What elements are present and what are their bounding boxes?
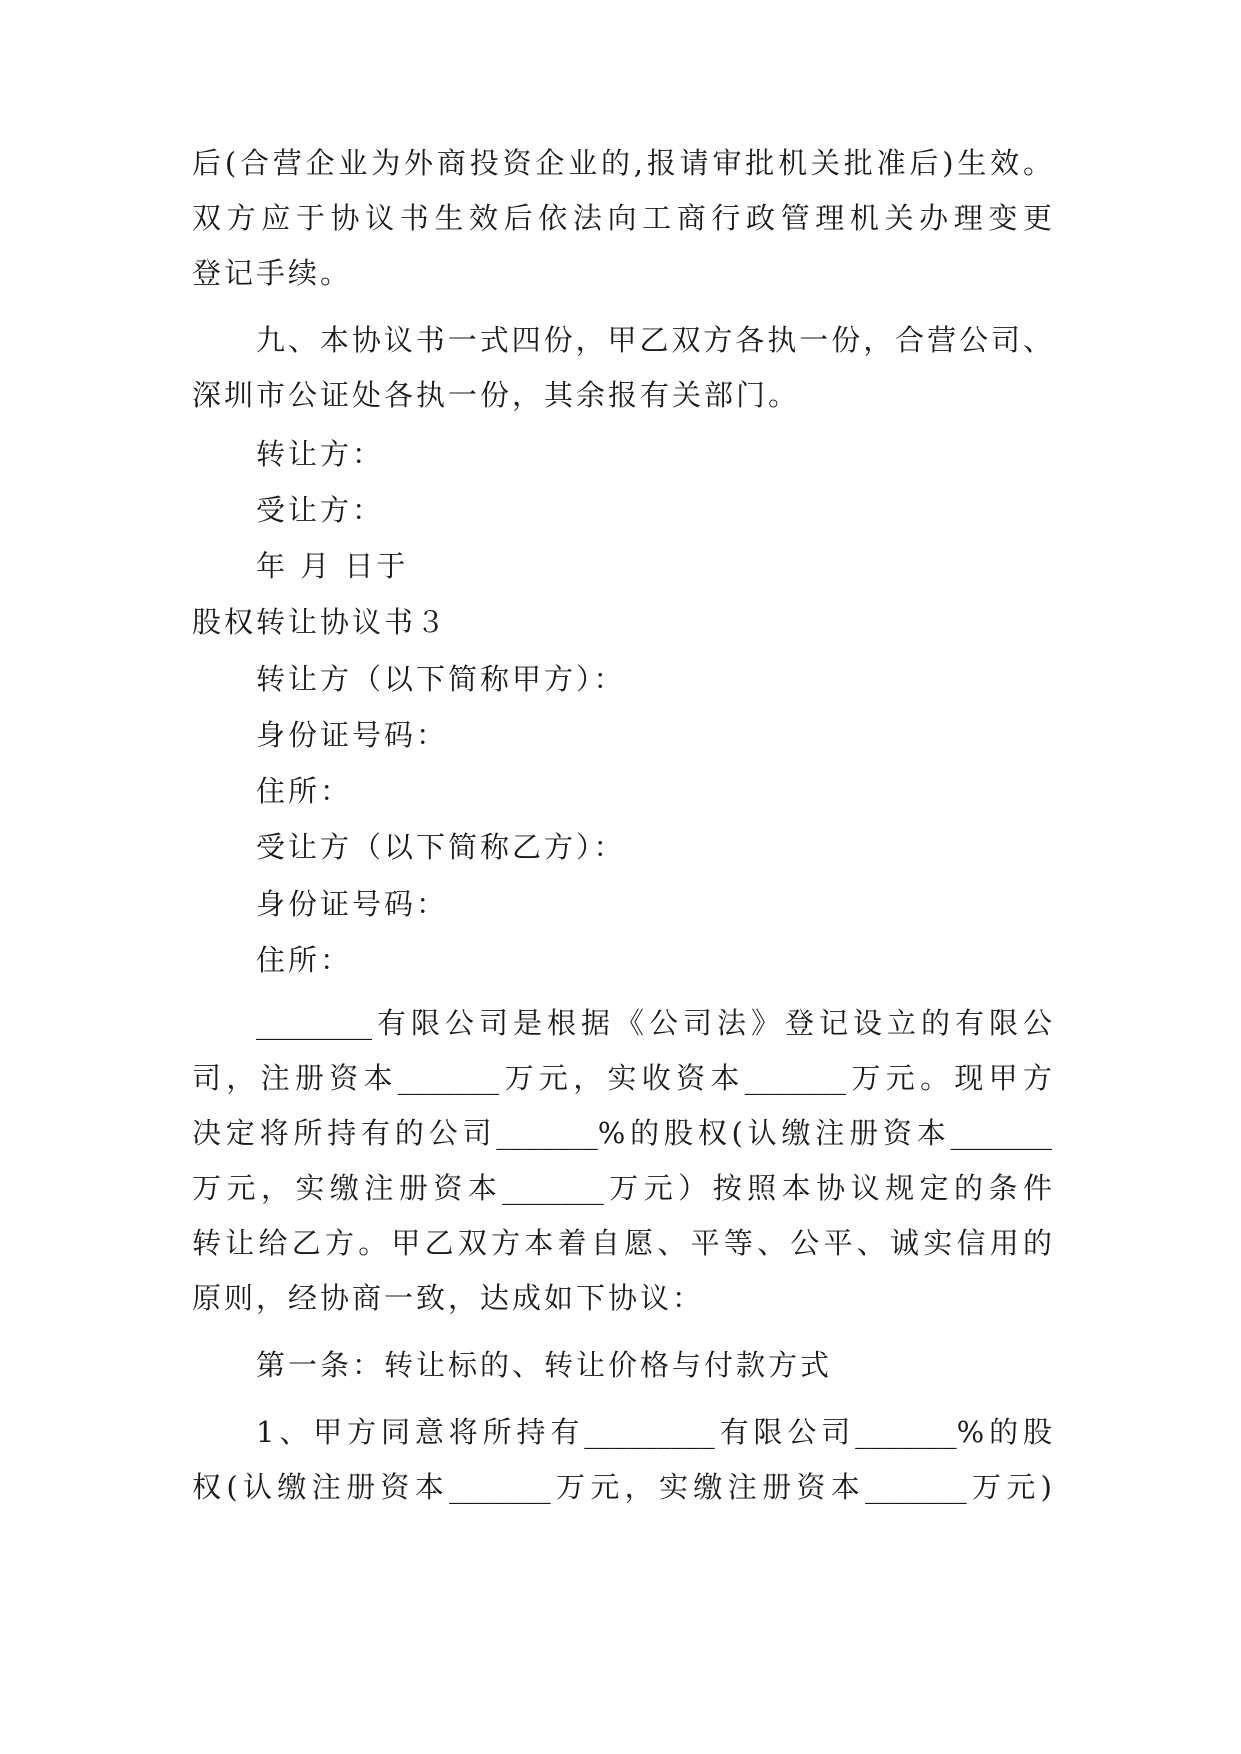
section-heading: 股权转让协议书３ (192, 605, 449, 639)
text-line: 转让方（以下简称甲方）： (256, 662, 626, 696)
text-line: 登记手续。 (192, 256, 353, 290)
text-line: 原则，经协商一致，达成如下协议： (192, 1281, 705, 1315)
text-line: 转让方： (256, 437, 385, 471)
text-line: 受让方： (256, 493, 385, 527)
text-line: 1、甲方同意将所持有_________有限公司_______%的股 (256, 1415, 1052, 1449)
text-line: 后(合营企业为外商投资企业的,报请审批机关批准后)生效。 (192, 146, 1052, 180)
text-line: 住所： (256, 943, 353, 977)
text-line: ________有限公司是根据《公司法》登记设立的有限公 (256, 1006, 1052, 1040)
text-line: 身份证号码： (256, 887, 449, 921)
article-heading: 第一条：转让标的、转让价格与付款方式 (256, 1348, 833, 1382)
text-line: 万元，实缴注册资本_______万元）按照本协议规定的条件 (192, 1171, 1052, 1205)
text-line: 身份证号码： (256, 718, 449, 752)
text-line: 深圳市公证处各执一份，其余报有关部门。 (192, 378, 801, 412)
text-line: 年 月 日于 (256, 549, 409, 583)
text-line: 权(认缴注册资本_______万元，实缴注册资本_______万元) (192, 1470, 1052, 1504)
text-line: 司，注册资本_______万元，实收资本_______万元。现甲方 (192, 1061, 1052, 1095)
text-line: 决定将所持有的公司_______%的股权(认缴注册资本_______ (192, 1116, 1052, 1150)
text-line: 九、本协议书一式四份，甲乙双方各执一份，合营公司、 (256, 323, 1052, 357)
text-line: 住所： (256, 774, 353, 808)
text-line: 转让给乙方。甲乙双方本着自愿、平等、公平、诚实信用的 (192, 1226, 1052, 1260)
text-line: 双方应于协议书生效后依法向工商行政管理机关办理变更 (192, 201, 1052, 235)
text-line: 受让方（以下简称乙方）： (256, 830, 626, 864)
